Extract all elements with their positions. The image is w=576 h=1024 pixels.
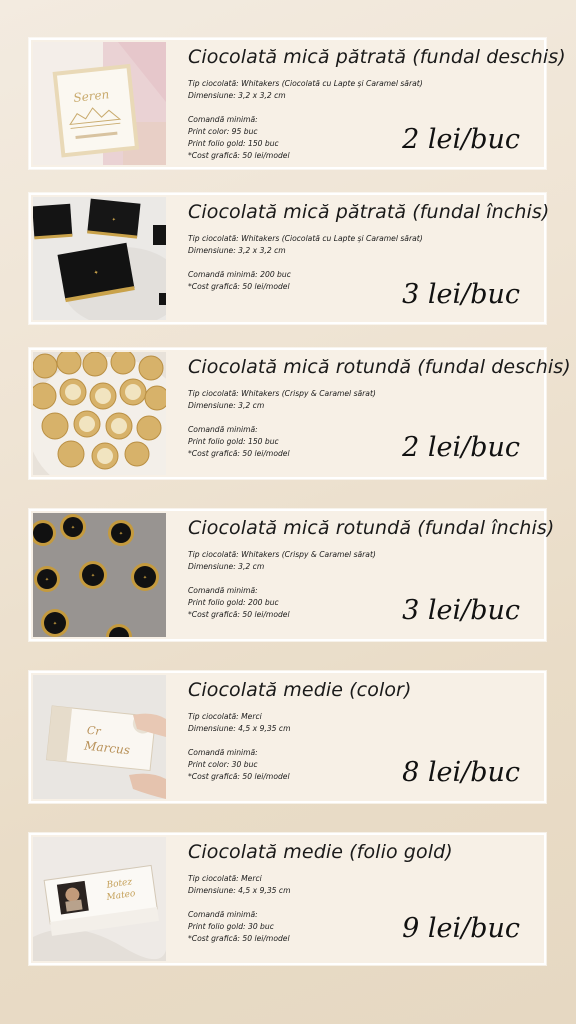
product-title: Ciocolată mică pătrată (fundal deschis) bbox=[188, 46, 566, 68]
chocolate-type: Tip ciocolată: Whitakers (Ciocolată cu Lapte și Caramel sărat) bbox=[188, 234, 423, 243]
min-order-label: Comandă minimă: 200 buc bbox=[188, 270, 291, 279]
min-order-line: Print color: 95 buc bbox=[188, 127, 258, 136]
product-title: Ciocolată medie (folio gold) bbox=[188, 841, 453, 863]
min-order-line: Print folio gold: 30 buc bbox=[188, 922, 274, 931]
min-order-label: Comandă minimă: bbox=[188, 910, 258, 919]
svg-text:Seren: Seren bbox=[72, 87, 110, 105]
chocolate-type: Tip ciocolată: Whitakers (Ciocolată cu Lapte și Caramel sărat) bbox=[188, 79, 423, 88]
product-card-round-dark bbox=[29, 509, 555, 641]
product-details bbox=[188, 711, 290, 783]
product-price: 8 lei/buc bbox=[402, 757, 520, 788]
svg-text:Mateo: Mateo bbox=[106, 888, 137, 903]
chocolate-size: Dimensiune: 3,2 x 3,2 cm bbox=[188, 91, 286, 100]
product-card-square-dark bbox=[29, 193, 550, 324]
chocolate-type: Tip ciocolată: Merci bbox=[188, 712, 262, 721]
product-price: 3 lei/buc bbox=[402, 279, 520, 310]
svg-text:Marcus: Marcus bbox=[83, 738, 131, 758]
svg-text:✦: ✦ bbox=[111, 216, 117, 224]
product-title: Ciocolată medie (color) bbox=[188, 679, 412, 701]
graphic-cost: *Cost grafică: 50 lei/model bbox=[188, 610, 290, 619]
product-details bbox=[188, 873, 290, 945]
min-order-label: Comandă minimă: bbox=[188, 425, 258, 434]
svg-text:✦: ✦ bbox=[118, 531, 124, 537]
svg-text:✦: ✦ bbox=[90, 573, 96, 579]
product-details bbox=[188, 78, 423, 162]
min-order-label: Comandă minimă: bbox=[188, 586, 258, 595]
min-order-line: Print folio gold: 200 buc bbox=[188, 598, 279, 607]
product-card-medium-color bbox=[29, 671, 546, 803]
chocolate-size: Dimensiune: 3,2 cm bbox=[188, 401, 265, 410]
product-title: Ciocolată mică rotundă (fundal deschis) bbox=[188, 356, 571, 378]
product-details bbox=[188, 388, 376, 460]
chocolate-type: Tip ciocolată: Merci bbox=[188, 874, 262, 883]
svg-text:Botez: Botez bbox=[105, 877, 133, 891]
chocolate-type: Tip ciocolată: Whitakers (Crispy & Caramel sărat) bbox=[188, 550, 376, 559]
medium-chocolate-gold-photo bbox=[33, 837, 166, 961]
chocolate-size: Dimensiune: 4,5 x 9,35 cm bbox=[188, 724, 291, 733]
product-price: 2 lei/buc bbox=[402, 124, 520, 155]
graphic-cost: *Cost grafică: 50 lei/model bbox=[188, 934, 290, 943]
min-order-label: Comandă minimă: bbox=[188, 115, 258, 124]
svg-text:✦: ✦ bbox=[93, 269, 100, 277]
medium-chocolate-color-photo bbox=[33, 675, 166, 799]
round-chocolate-light-photo bbox=[33, 352, 166, 475]
graphic-cost: *Cost grafică: 50 lei/model bbox=[188, 772, 290, 781]
graphic-cost: *Cost grafică: 50 lei/model bbox=[188, 449, 290, 458]
product-details bbox=[188, 233, 423, 293]
chocolate-type: Tip ciocolată: Whitakers (Crispy & Caramel sărat) bbox=[188, 389, 376, 398]
product-details bbox=[188, 549, 376, 621]
svg-text:✦: ✦ bbox=[44, 577, 50, 583]
product-title: Ciocolată mică pătrată (fundal închis) bbox=[188, 201, 550, 223]
graphic-cost: *Cost grafică: 50 lei/model bbox=[188, 151, 290, 160]
svg-text:✦: ✦ bbox=[52, 621, 58, 627]
min-order-line: Print color: 30 buc bbox=[188, 760, 258, 769]
product-card-square-light bbox=[29, 38, 566, 169]
min-order-line: Print folio gold: 150 buc bbox=[188, 139, 279, 148]
product-card-round-light bbox=[29, 348, 571, 479]
round-chocolate-dark-photo bbox=[33, 513, 166, 637]
svg-text:✦: ✦ bbox=[142, 575, 148, 581]
chocolate-size: Dimensiune: 3,2 cm bbox=[188, 562, 265, 571]
svg-text:✦: ✦ bbox=[70, 525, 76, 531]
min-order-label: Comandă minimă: bbox=[188, 748, 258, 757]
chocolate-size: Dimensiune: 3,2 x 3,2 cm bbox=[188, 246, 286, 255]
svg-text:Cr: Cr bbox=[86, 723, 102, 739]
product-card-medium-gold bbox=[29, 833, 546, 965]
product-title: Ciocolată mică rotundă (fundal închis) bbox=[188, 517, 555, 539]
chocolate-size: Dimensiune: 4,5 x 9,35 cm bbox=[188, 886, 291, 895]
graphic-cost: *Cost grafică: 50 lei/model bbox=[188, 282, 290, 291]
square-chocolate-light-photo bbox=[33, 42, 166, 165]
product-price: 2 lei/buc bbox=[402, 432, 520, 463]
square-chocolate-dark-photo bbox=[33, 197, 166, 320]
product-price: 3 lei/buc bbox=[402, 595, 520, 626]
product-price: 9 lei/buc bbox=[402, 913, 520, 944]
min-order-line: Print folio gold: 150 buc bbox=[188, 437, 279, 446]
